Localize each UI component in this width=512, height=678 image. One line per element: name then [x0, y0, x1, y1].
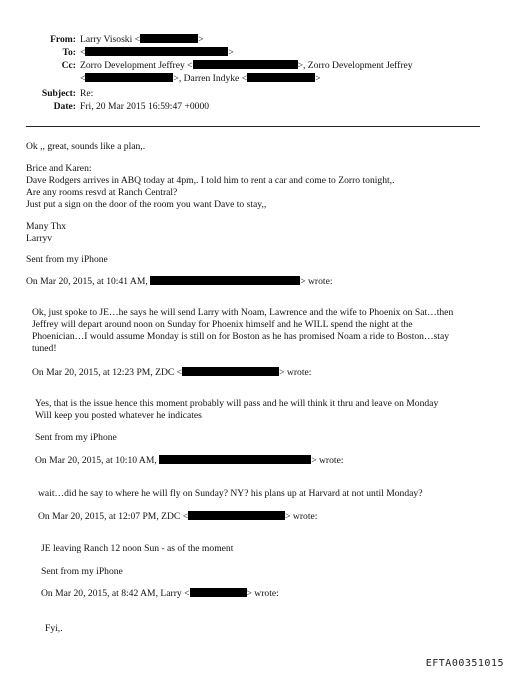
- quote-header-text: On Mar 20, 2015, at 12:23 PM, ZDC <: [32, 367, 183, 378]
- quoted-message-2: [35, 398, 438, 422]
- to-prefix: <: [80, 47, 86, 58]
- body-line: Just put a sign on the door of the room you want Dave to stay,,: [26, 198, 267, 210]
- date-label: Date:: [53, 101, 76, 112]
- document-id: EFTA00351015: [425, 657, 504, 669]
- body-paragraph-2: [26, 163, 394, 211]
- cc-line2-prefix: <: [80, 73, 86, 84]
- header-divider: [26, 126, 480, 127]
- quote-wrote: > wrote:: [279, 367, 312, 378]
- sent-from-line: Sent from my iPhone: [26, 254, 108, 265]
- from-suffix: >: [198, 34, 204, 45]
- redaction-box: [85, 73, 173, 82]
- quoted-message-5: Fyi,.: [45, 623, 63, 634]
- quote-header-text: On Mar 20, 2015, at 12:07 PM, ZDC <: [38, 511, 189, 522]
- quote-line: Will keep you posted whatever he indicates: [35, 409, 202, 421]
- quote-wrote: > wrote:: [311, 455, 344, 466]
- redaction-box: [188, 511, 285, 520]
- redaction-box: [150, 276, 300, 285]
- quote-header: [35, 455, 344, 467]
- redaction-box: [193, 60, 298, 69]
- subject-value: Re:: [80, 88, 94, 99]
- cc-value-2: >, Zorro Development Jeffrey: [297, 60, 413, 71]
- quote-line: Phoenician…I would assume Monday is still on for Boston as he has promised Noam a ride to Boston…stay: [32, 330, 450, 342]
- subject-label: Subject:: [41, 88, 76, 99]
- from-field: [80, 34, 204, 46]
- signature-line: Many Thx: [26, 221, 67, 232]
- quote-line: Ok, just spoke to JE…he says he will send Larry with Noam, Lawrence and the wife to Phoenix on Sat…then: [32, 307, 454, 318]
- redaction-box: [159, 455, 311, 464]
- cc-label: Cc:: [61, 60, 76, 71]
- quote-header: [32, 367, 311, 379]
- quote-header: [41, 588, 279, 600]
- quote-wrote: > wrote:: [246, 588, 279, 599]
- quoted-message-4: JE leaving Ranch 12 noon Sun - as of the moment: [41, 543, 234, 554]
- quote-line: Yes, that is the issue hence this moment probably will pass and he will think it thru and leave on Monday: [35, 398, 439, 409]
- to-suffix: >: [228, 47, 234, 58]
- body-line: Are any rooms resvd at Ranch Central?: [26, 186, 178, 198]
- quote-wrote: > wrote:: [285, 511, 318, 522]
- cc-line2-suffix: >: [315, 73, 321, 84]
- signature: [26, 221, 66, 245]
- quote-line: Jeffrey will depart around noon on Sunday for Phoenix himself and he WILL spend the night at the: [32, 318, 413, 330]
- body-paragraph-1: Ok ,, great, sounds like a plan,.: [26, 141, 146, 152]
- redaction-box: [140, 34, 198, 43]
- cc-value-1: Zorro Development Jeffrey <: [80, 60, 193, 71]
- quoted-message-3: wait…did he say to where he will fly on Sunday? NY? his plans up at Harvard at not until Monday?: [38, 488, 423, 499]
- redaction-box: [190, 588, 247, 597]
- sent-from-line: Sent from my iPhone: [41, 566, 123, 577]
- from-label: From:: [50, 34, 76, 45]
- quote-header: [26, 276, 333, 288]
- redaction-box: [182, 367, 279, 376]
- to-field: [80, 47, 234, 59]
- quote-header-text: On Mar 20, 2015, at 10:10 AM,: [35, 455, 157, 466]
- to-label: To:: [62, 47, 76, 58]
- quote-header-text: On Mar 20, 2015, at 8:42 AM, Larry <: [41, 588, 190, 599]
- body-line: Dave Rodgers arrives in ABQ today at 4pm,. I told him to rent a car and come to Zorro tonight,.: [26, 174, 395, 186]
- cc-line2-mid: >, Darren Indyke <: [173, 73, 248, 84]
- quote-wrote: > wrote:: [300, 276, 333, 287]
- date-value: Fri, 20 Mar 2015 16:59:47 +0000: [80, 101, 210, 112]
- quoted-message-1: [32, 307, 453, 355]
- from-value: Larry Visoski <: [80, 34, 141, 45]
- signature-line: Larryv: [26, 232, 53, 244]
- quote-header: [38, 511, 317, 523]
- sent-from-line: Sent from my iPhone: [35, 432, 117, 443]
- quote-line: tuned!: [32, 342, 57, 354]
- cc-field-line1: [80, 60, 413, 72]
- body-line: Brice and Karen:: [26, 163, 92, 174]
- redaction-box: [247, 73, 315, 82]
- redaction-box: [85, 47, 228, 56]
- cc-field-line2: [80, 73, 321, 85]
- quote-header-text: On Mar 20, 2015, at 10:41 AM,: [26, 276, 148, 287]
